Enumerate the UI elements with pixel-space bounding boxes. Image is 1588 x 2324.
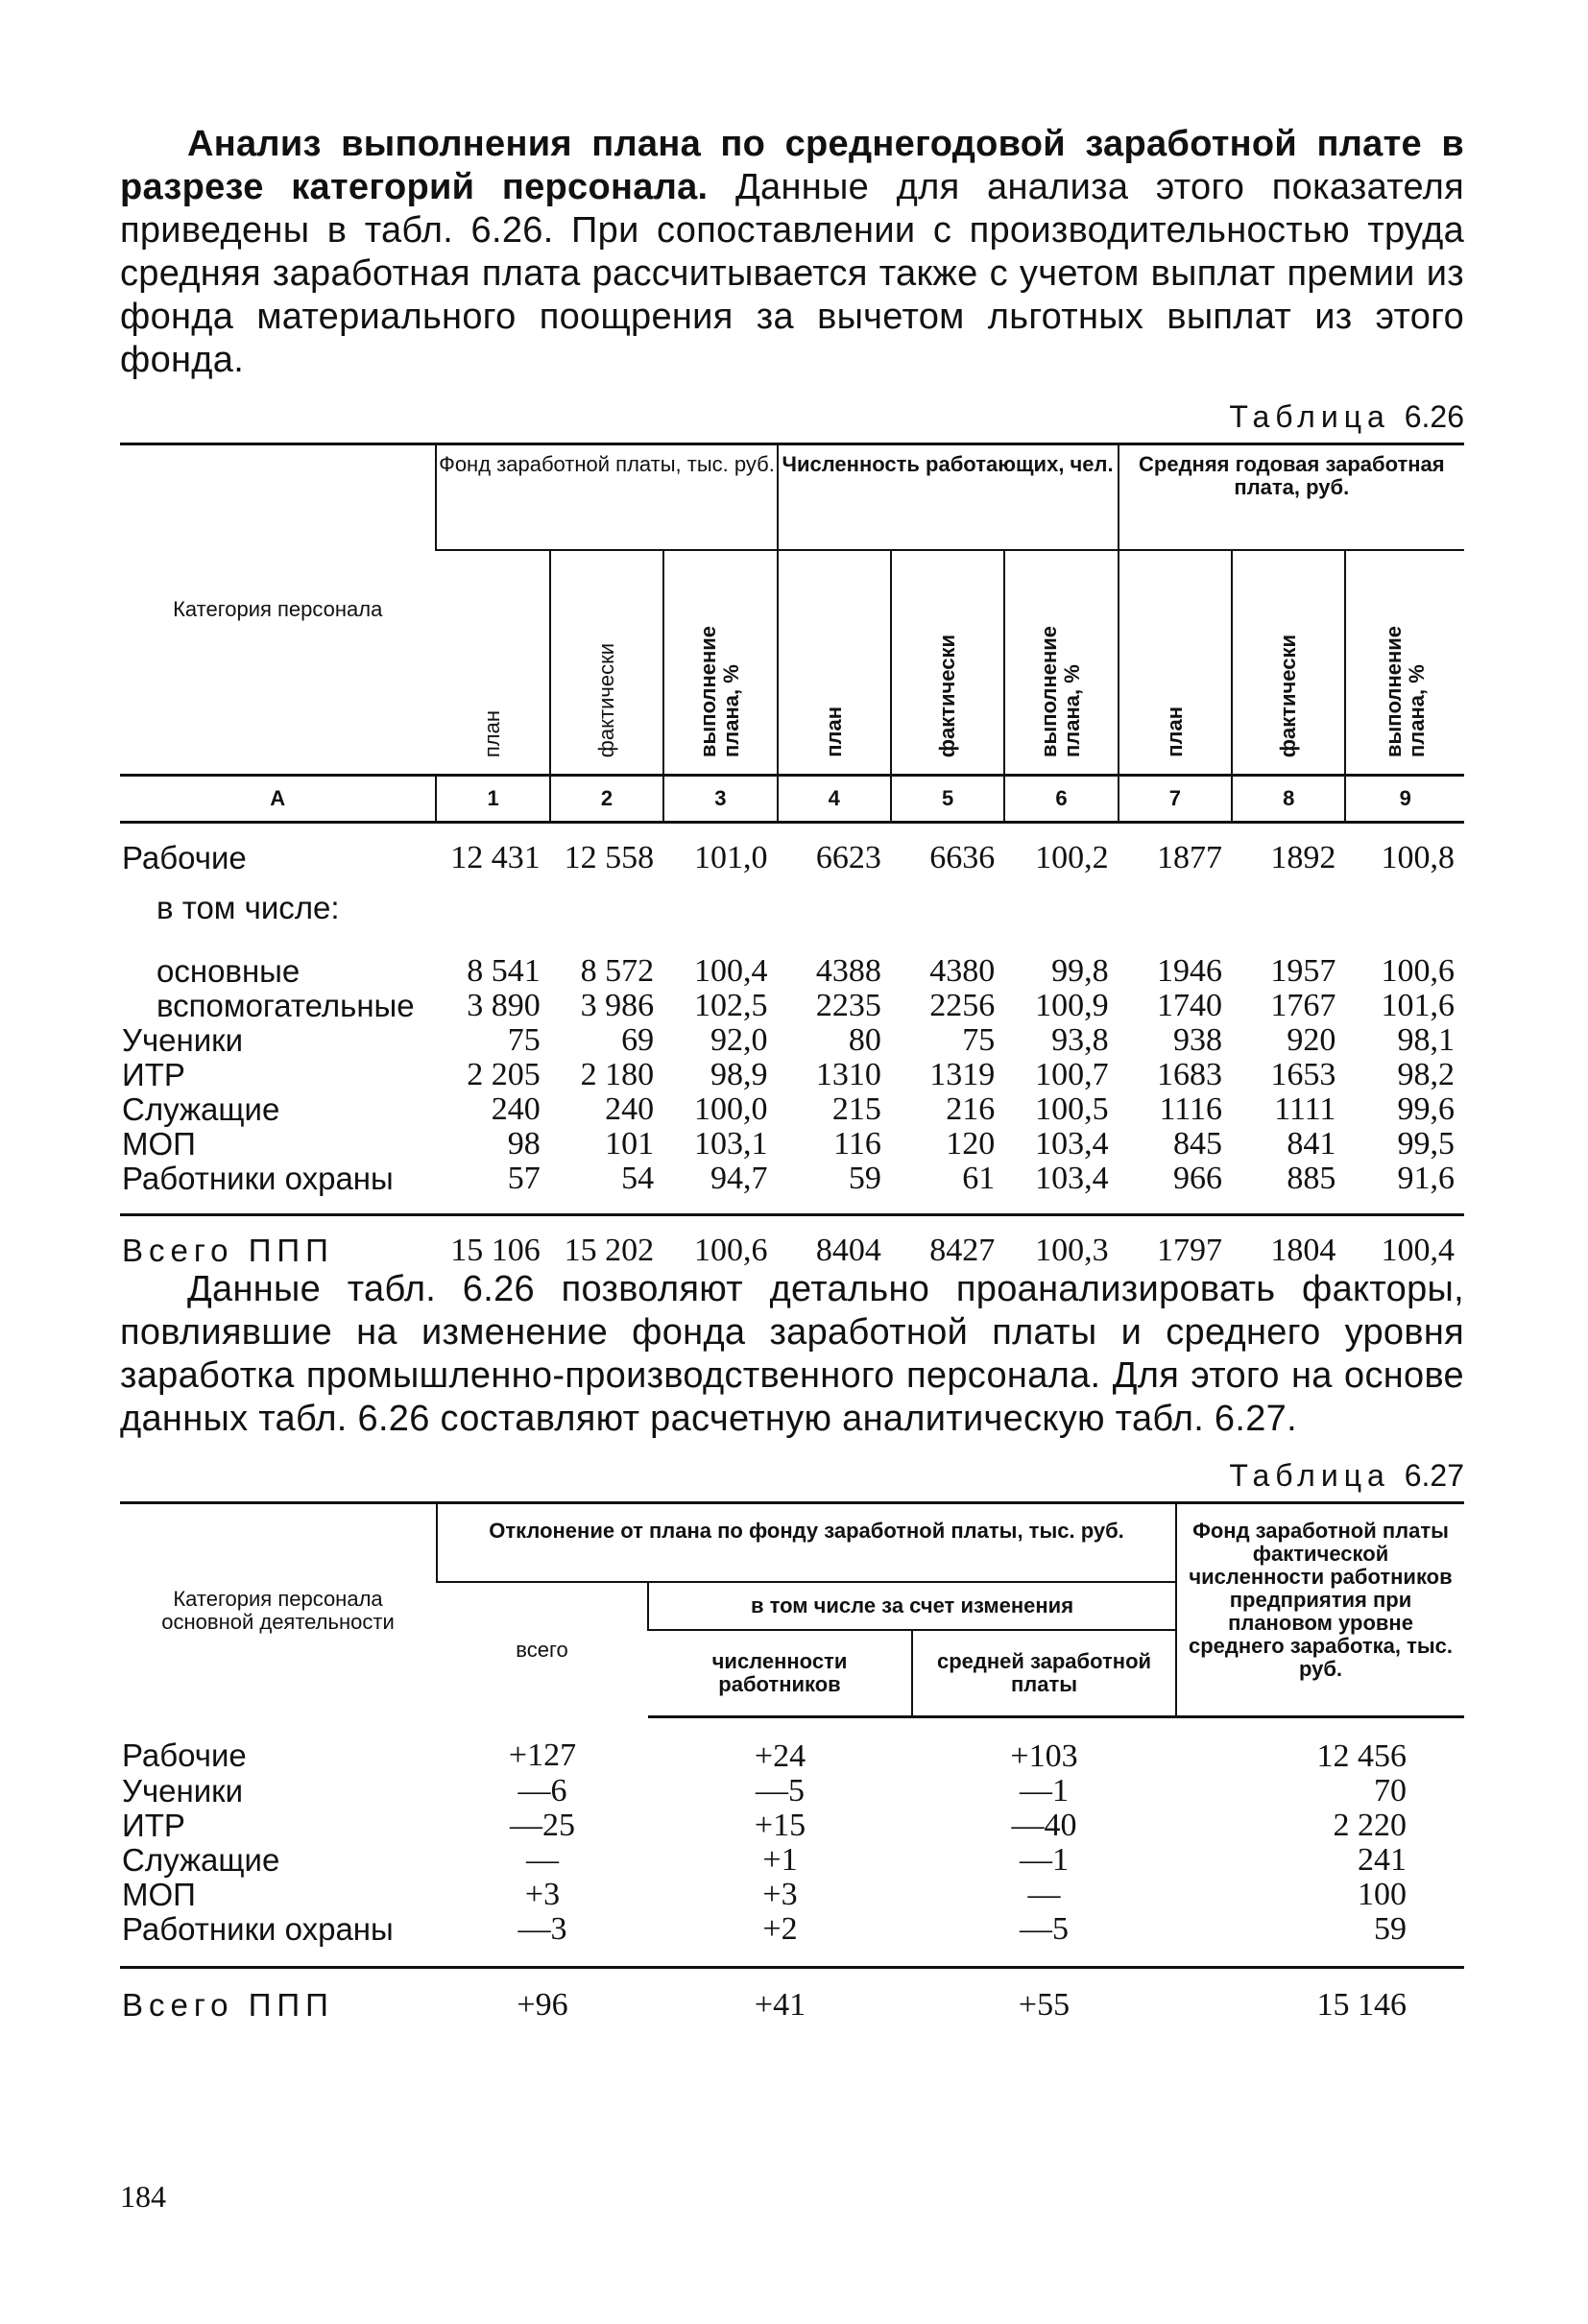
intro-text: Данные для анализа этого показателя приведены в табл. 6.26. При сопоставлении с производительностью труда средняя заработная плата рассчитывается также с учетом выплат премии из фонда материального поощрения за вычетом льготных выплат из этого фонда. xyxy=(120,167,1464,380)
t1-sub-plan-4: план xyxy=(778,550,891,776)
middle-paragraph: Данные табл. 6.26 позволяют детально проанализировать факторы, повлиявшие на изменение фонда заработной платы и среднего уровня заработка промышленно-производственного персонала. Для этого на основе данных табл. 6.26 составляют расчетную аналитическую табл. 6.27. xyxy=(120,1269,1464,1439)
table-row: Работники охраны —3 +2 —5 59 xyxy=(122,1911,1407,1947)
t2-header-headcount: численности работников xyxy=(648,1630,912,1717)
t1-header-category: Категория персонала xyxy=(120,444,436,776)
t1-sub-fact-8: фактически xyxy=(1232,550,1345,776)
table-row: вспомогательные 3 890 3 986 102,5 2235 2256 100,9 1740 1767 101,6 xyxy=(156,988,1455,1023)
table-row: Служащие 240 240 100,0 215 216 100,5 1116 1111 99,6 xyxy=(122,1091,1455,1127)
t1-sub-fact-5: фактически xyxy=(891,550,1004,776)
table-row: в том числе: xyxy=(156,890,340,925)
table-row: МОП +3 +3 — 100 xyxy=(122,1877,1407,1912)
table-row: МОП 98 101 103,1 116 120 103,4 845 841 99,5 xyxy=(122,1126,1455,1162)
page-number: 184 xyxy=(120,2179,166,2214)
table-row: Ученики —6 —5 —1 70 xyxy=(122,1773,1407,1809)
page xyxy=(120,123,1464,2023)
t1-header-wage-fund: Фонд заработной платы, тыс. руб. xyxy=(436,444,777,551)
t1-sub-plan-1: план xyxy=(480,709,505,757)
table-6-26 xyxy=(120,443,1464,1268)
t2-header-fund: Фонд заработной платы фактической численности работников предприятия при плановом уровне среднего заработка, тыс. руб. xyxy=(1176,1503,1464,1717)
table1-caption: Таблица 6.26 xyxy=(1229,399,1464,434)
t2-header-including: в том числе за счет изменения xyxy=(648,1582,1176,1630)
t1-column-numbers: А 1 2 3 4 5 6 7 8 9 xyxy=(120,776,1464,823)
t2-header-category: Категория персонала основной деятельности xyxy=(120,1503,437,1717)
table-row: Ученики 75 69 92,0 80 75 93,8 938 920 98,1 xyxy=(122,1022,1455,1058)
t1-header-headcount: Численность работающих, чел. xyxy=(778,444,1119,551)
table-row: основные 8 541 8 572 100,4 4388 4380 99,8 1946 1957 100,6 xyxy=(156,953,1455,989)
table-row: Рабочие 12 431 12 558 101,0 6623 6636 100,2 1877 1892 100,8 xyxy=(122,840,1455,875)
table-total-row: Всего ППП 15 106 15 202 100,6 8404 8427 100,3 1797 1804 100,4 xyxy=(120,1215,1464,1269)
table-row: ИТР —25 +15 —40 2 220 xyxy=(122,1808,1407,1843)
t2-header-total: всего xyxy=(516,1637,568,1662)
table-row: ИТР 2 205 2 180 98,9 1310 1319 100,7 1683 1653 98,2 xyxy=(122,1057,1455,1092)
t1-sub-exec-3: выполнение плана, % xyxy=(663,550,777,776)
table-row: Работники охраны 57 54 94,7 59 61 103,4 966 885 91,6 xyxy=(122,1161,1455,1196)
table-row: Служащие — +1 —1 241 xyxy=(122,1842,1407,1878)
table2-caption: Таблица 6.27 xyxy=(1229,1458,1464,1493)
intro-lead: Анализ выполнения плана по среднегодовой заработной плате в разрезе категорий персонала. xyxy=(120,124,1464,207)
t1-sub-fact-2: фактически xyxy=(550,550,663,776)
table-6-27 xyxy=(120,1501,1464,2023)
table-total-row: Всего ППП +96 +41 +55 15 146 xyxy=(120,1968,1464,2024)
t1-sub-exec-9: выполнение плана, % xyxy=(1345,550,1464,776)
t1-header-avg-wage: Средняя годовая заработная плата, руб. xyxy=(1119,444,1464,551)
t1-sub-exec-6: выполнение плана, % xyxy=(1004,550,1118,776)
t1-sub-plan-7: план xyxy=(1119,550,1232,776)
intro-paragraph xyxy=(120,123,1464,382)
t2-header-deviation: Отклонение от плана по фонду заработной платы, тыс. руб. xyxy=(437,1503,1176,1583)
table-row: Рабочие +127 +24 +103 12 456 xyxy=(122,1737,1407,1774)
t2-header-avg-wage: средней заработной платы xyxy=(912,1630,1176,1717)
